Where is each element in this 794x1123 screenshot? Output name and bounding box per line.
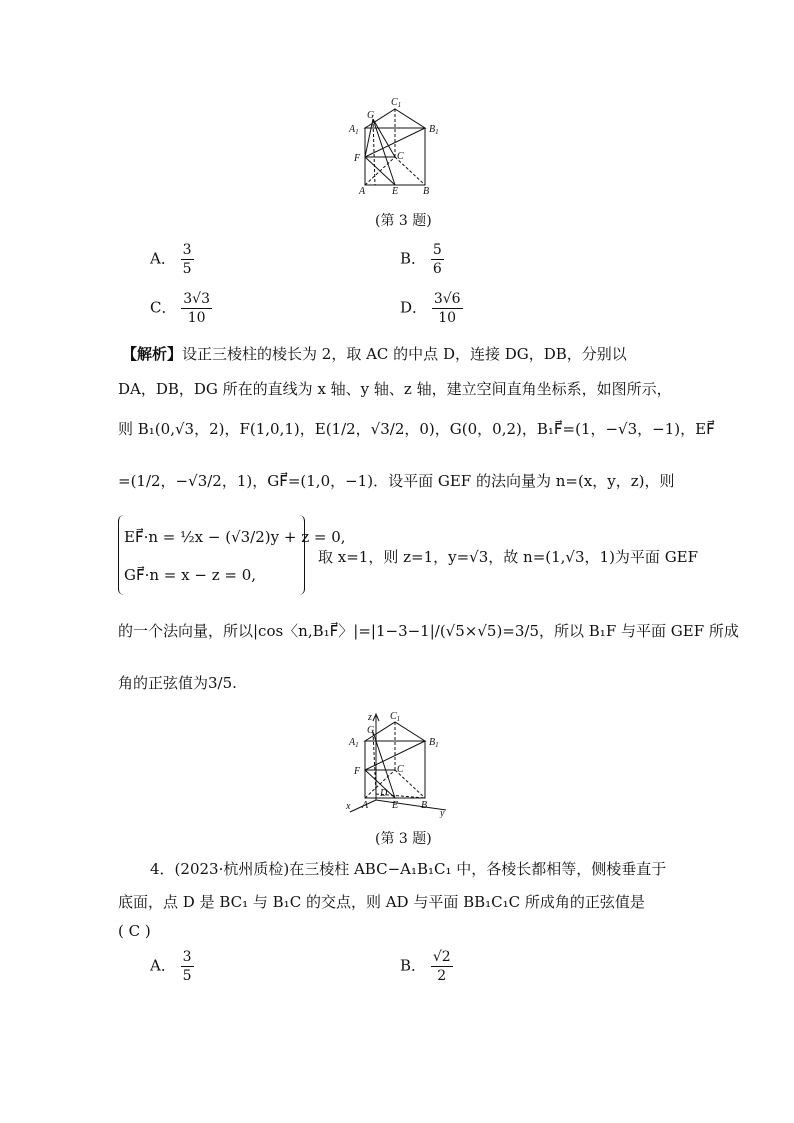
equation-brace-right xyxy=(298,515,305,595)
q4-option-b: B． $\frac{√2}{2}$ xyxy=(400,949,451,984)
option-d: D． $\frac{3√6}{10}$ xyxy=(400,291,461,326)
svg-text:C1: $C_1$ xyxy=(390,711,401,723)
option-a: A． $\frac{3}{5}$ xyxy=(150,242,192,277)
option-c: C． $\frac{3√3}{10}$ xyxy=(150,291,211,326)
svg-text:A1: $A_1$ xyxy=(349,124,359,136)
equation-1: EF⃗·n = ½x − (√3/2)y + z = 0, xyxy=(124,528,346,546)
svg-text:A1: $A_1$ xyxy=(349,737,359,749)
svg-text:A: A xyxy=(359,186,366,197)
svg-text:E: E xyxy=(392,800,399,811)
svg-text:C: C xyxy=(397,764,404,775)
svg-text:B1: $B_1$ xyxy=(429,737,439,749)
svg-text:z: z xyxy=(368,712,372,723)
svg-text:D: D xyxy=(380,788,388,799)
solution-line-2: DA，DB，DG 所在的直线为 x 轴、y 轴、z 轴，建立空间直角坐标系，如图所示， xyxy=(118,380,672,398)
question4-line-1: 4．(2023·杭州质检)在三棱柱 ABC−A₁B₁C₁ 中，各棱长都相等，侧棱垂直于 xyxy=(150,860,667,878)
question4-line-2: 底面，点 D 是 BC₁ 与 B₁C 的交点，则 AD 与平面 BB₁C₁C 所成角的正弦值是 xyxy=(118,893,645,911)
option-b: B． $\frac{5}{6}$ xyxy=(400,242,442,277)
question4-answer: ( C ) xyxy=(118,922,151,940)
svg-text:B1: $B_1$ xyxy=(429,124,439,136)
solution-line-5: 取 x=1，则 z=1，y=√3，故 n=(1,√3，1)为平面 GEF xyxy=(318,548,699,566)
q4-option-a: A． $\frac{3}{5}$ xyxy=(150,949,192,984)
solution-tag: 【解析】 xyxy=(122,345,183,363)
solution-line-7: 角的正弦值为3/5. xyxy=(118,674,237,692)
svg-text:A: A xyxy=(362,800,369,811)
svg-text:C1: $C_1$ xyxy=(391,97,402,109)
solution-line-6: 的一个法向量，所以|cos〈n,B₁F⃗〉|=|1−3−1|/(√5×√5)=3/5，所以 B₁F 与平面 GEF 所成 xyxy=(118,622,739,640)
equation-2: GF⃗·n = x − z = 0, xyxy=(124,566,257,584)
svg-text:F: F xyxy=(354,153,361,164)
figure1-caption: (第 3 题) xyxy=(375,213,432,229)
solution-line-1: 【解析】设正三棱柱的棱长为 2，取 AC 的中点 D，连接 DG，DB，分别以 xyxy=(122,345,627,363)
solution-line-4: =(1/2，−√3/2，1)，GF⃗=(1,0，−1)．设平面 GEF 的法向量为 n=(x，y，z)，则 xyxy=(118,472,675,490)
svg-text:B: B xyxy=(421,800,428,811)
svg-text:E: E xyxy=(392,186,399,197)
svg-text:G: G xyxy=(367,725,375,736)
solution-line-3: 则 B₁(0,√3，2)，F(1,0,1)，E(1/2，√3/2，0)，G(0，0,2)，B₁F⃗=(1，−√3，−1)，EF⃗ xyxy=(118,420,715,438)
figure-prism-1 xyxy=(345,95,445,200)
svg-text:B: B xyxy=(423,186,430,197)
svg-text:x: x xyxy=(346,801,351,812)
figure2-caption: (第 3 题) xyxy=(375,831,432,847)
svg-text:G: G xyxy=(367,110,375,121)
svg-text:y: y xyxy=(440,808,445,818)
svg-text:C: C xyxy=(397,151,404,162)
svg-text:F: F xyxy=(354,766,361,777)
figure-prism-2-coordinate xyxy=(340,708,455,818)
